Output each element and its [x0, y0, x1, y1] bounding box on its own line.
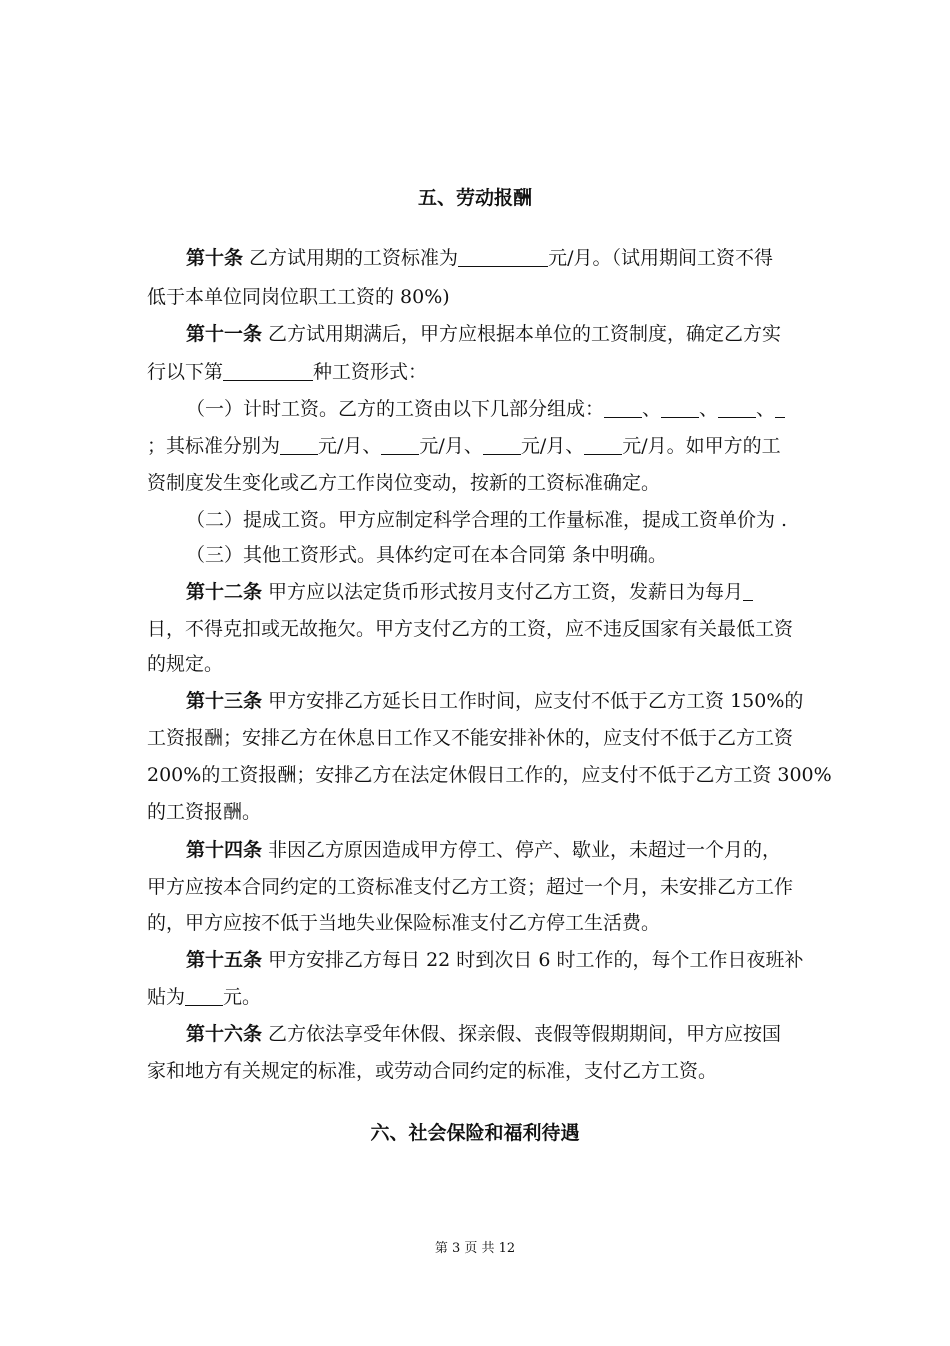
item-1-line-3: 资制度发生变化或乙方工作岗位变动，按新的工资标准确定。 [147, 472, 661, 494]
article-13-line-1: 第十三条 甲方安排乙方延长日工作时间，应支付不低于乙方工资 150%的 [186, 690, 804, 712]
article-15-line-1: 第十五条 甲方安排乙方每日 22 时到次日 6 时工作的，每个工作日夜班补 [186, 949, 804, 971]
article-11-line-2: 行以下第 种工资形式： [147, 361, 428, 383]
article-16-line-2: 家和地方有关规定的标准，或劳动合同约定的标准，支付乙方工资。 [147, 1060, 718, 1082]
blank-component-4 [775, 399, 785, 418]
item-1-line-1: （一）计时工资。乙方的工资由以下几部分组成： 、 、 、 [186, 397, 785, 421]
article-13-line-4: 的工资报酬。 [147, 801, 262, 823]
page-footer: 第 3 页 共 12 [434, 1241, 516, 1256]
article-15-line-2: 贴为 元。 [147, 986, 262, 1008]
item-3-line: （三）其他工资形式。具体约定可在本合同第 条中明确。 [186, 544, 668, 566]
blank-standard-2 [381, 436, 419, 455]
article-14-line-1: 第十四条 非因乙方原因造成甲方停工、停产、歇业，未超过一个月的， [186, 839, 782, 861]
article-13-label: 第十三条 [186, 690, 263, 712]
item-2-line: （二）提成工资。甲方应制定科学合理的工作量标准，提成工资单价为 . [186, 509, 788, 531]
blank-component-3 [718, 399, 756, 418]
blank-component-2 [661, 399, 699, 418]
item-1-line-2: ；其标准分别为 元/月、 元/月、 元/月、 元/月。如甲方的工 [147, 435, 781, 457]
blank-component-1 [604, 399, 642, 418]
blank-wage-form [223, 362, 313, 381]
article-12-line-3: 的规定。 [147, 653, 224, 675]
article-11-label: 第十一条 [186, 323, 263, 345]
article-16-label: 第十六条 [186, 1023, 263, 1045]
article-12-line-1: 第十二条 甲方应以法定货币形式按月支付乙方工资，发薪日为每月 [186, 580, 753, 604]
blank-probation-salary [458, 248, 548, 267]
blank-standard-4 [584, 436, 622, 455]
article-14-label: 第十四条 [186, 839, 263, 861]
blank-standard-3 [483, 436, 521, 455]
article-13-line-2: 工资报酬；安排乙方在休息日工作又不能安排补休的，应支付不低于乙方工资 [147, 727, 794, 749]
blank-standard-1 [280, 436, 318, 455]
article-10-label: 第十条 [186, 247, 244, 269]
article-13-line-3: 200%的工资报酬；安排乙方在法定休假日工作的，应支付不低于乙方工资 300% [147, 764, 832, 786]
article-12-label: 第十二条 [186, 581, 263, 603]
article-12-line-2: 日，不得克扣或无故拖欠。甲方支付乙方的工资，应不违反国家有关最低工资 [147, 618, 794, 640]
section-title-labor-remuneration: 五、劳动报酬 [417, 187, 532, 209]
article-14-line-2: 甲方应按本合同约定的工资标准支付乙方工资；超过一个月，未安排乙方工作 [147, 876, 794, 898]
article-15-label: 第十五条 [186, 949, 263, 971]
section-title-social-insurance: 六、社会保险和福利待遇 [370, 1122, 580, 1144]
article-11-line-1: 第十一条 乙方试用期满后，甲方应根据本单位的工资制度，确定乙方实 [186, 323, 782, 345]
article-10-line-1: 第十条 乙方试用期的工资标准为 元/月。（试用期间工资不得 [186, 247, 773, 269]
article-10-line-2: 低于本单位同岗位职工工资的 80%) [147, 286, 450, 308]
article-16-line-1: 第十六条 乙方依法享受年休假、探亲假、丧假等假期期间，甲方应按国 [186, 1023, 782, 1045]
article-14-line-3: 的，甲方应按不低于当地失业保险标准支付乙方停工生活费。 [147, 912, 661, 934]
blank-night-allowance [185, 987, 223, 1006]
blank-payday [743, 582, 753, 601]
